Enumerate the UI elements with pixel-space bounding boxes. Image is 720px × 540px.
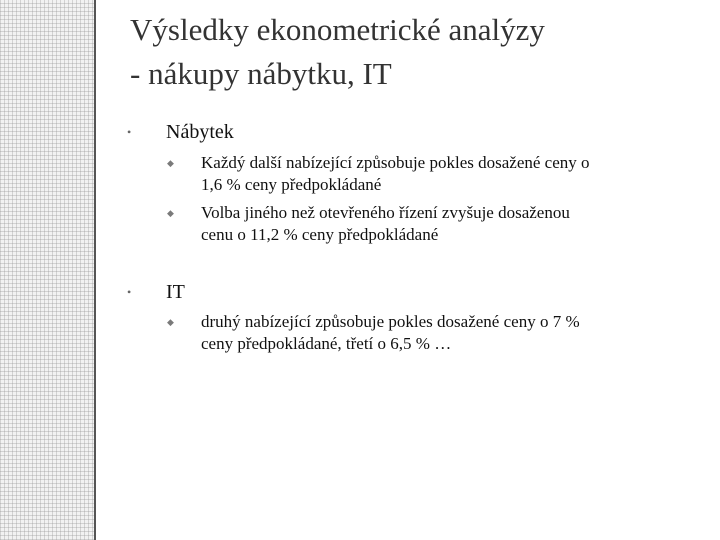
list-item-line: Každý další nabízející způsobuje pokles dosažené ceny o bbox=[201, 153, 590, 172]
section-heading-nabytek: Nábytek bbox=[166, 121, 234, 143]
list-item-line: cenu o 11,2 % ceny předpokládané bbox=[201, 225, 439, 244]
diamond-bullet-icon: ◆ bbox=[167, 208, 174, 218]
section-heading-it: IT bbox=[166, 281, 185, 303]
list-item-line: druhý nabízející způsobuje pokles dosažené ceny o 7 % bbox=[201, 312, 580, 331]
list-item bbox=[201, 202, 671, 246]
list-item-line: 1,6 % ceny předpokládané bbox=[201, 175, 382, 194]
bullet-icon: • bbox=[127, 285, 132, 299]
diamond-bullet-icon: ◆ bbox=[167, 158, 174, 168]
diamond-bullet-icon: ◆ bbox=[167, 317, 174, 327]
title-line-2: - nákupy nábytku, IT bbox=[130, 56, 392, 91]
list-item bbox=[201, 311, 671, 355]
list-item bbox=[201, 152, 671, 196]
bullet-icon: • bbox=[127, 125, 132, 139]
list-item-line: Volba jiného než otevřeného řízení zvyšuje dosaženou bbox=[201, 203, 570, 222]
title-line-1: Výsledky ekonometrické analýzy bbox=[130, 12, 545, 47]
list-item-line: ceny předpokládané, třetí o 6,5 % … bbox=[201, 334, 452, 353]
